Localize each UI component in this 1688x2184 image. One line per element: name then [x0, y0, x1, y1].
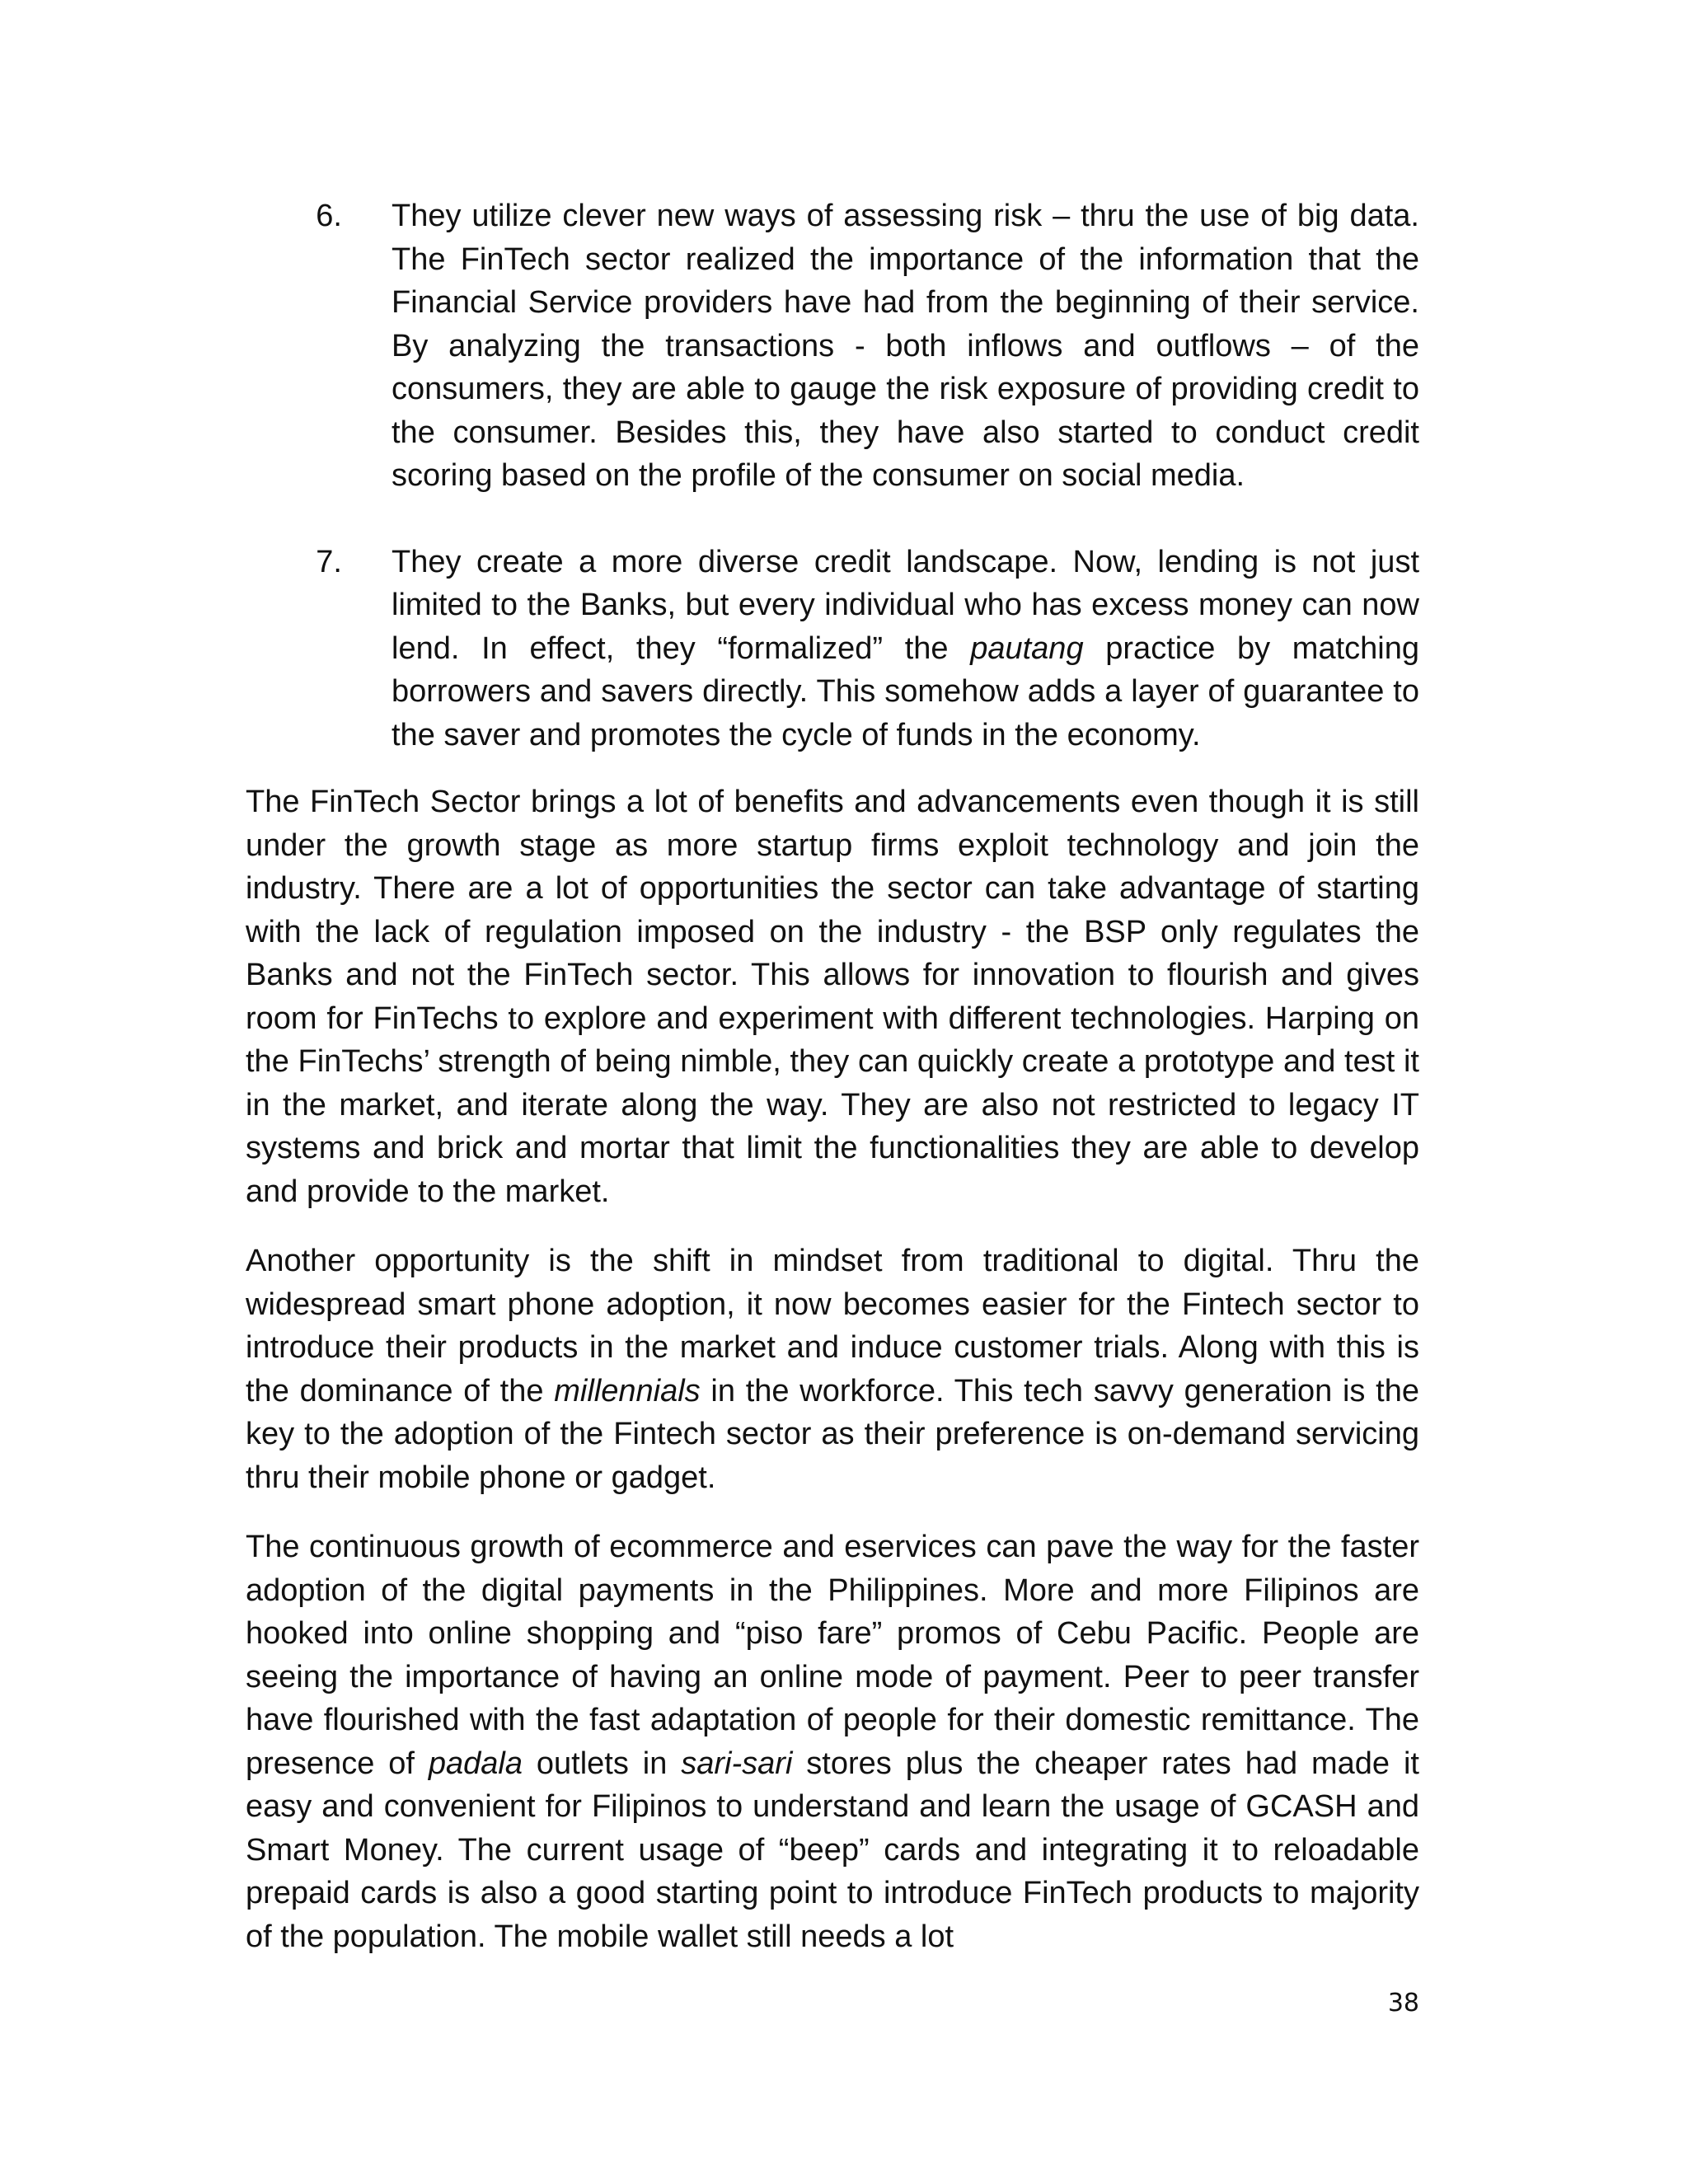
list-number: 7.: [316, 544, 342, 579]
text-run: in the workforce. This tech savvy generation is the key to the adoption of the Fintech sector as their preference is on-demand servicing thru their mobile phone or gadget.: [246, 1373, 1419, 1495]
text-run: Another opportunity is the shift in mindset from traditional to digital. Thru the widespread smart phone adoption, it now becomes easier for the Fintech sector to introduce their products in the market and induce customer trials. Along with this is the dominance of the: [246, 1244, 1419, 1408]
paragraph-digital-mindset: [246, 1240, 1419, 1499]
page-number: 38: [1387, 1989, 1419, 2018]
text-run: stores plus the cheaper rates had made it easy and convenient for Filipinos to understand and learn the usage of GCASH and Smart Money. The current usage of “beep” cards and integrating it to reloadable prepaid cards is also a good starting point to introduce FinTech products to majority of the population. The mobile wallet still needs a lot: [246, 1746, 1419, 1954]
emphasis-millennials: millennials: [554, 1373, 701, 1408]
paragraph-digital-payments: [246, 1526, 1419, 1958]
body-text: [246, 194, 1419, 1985]
text-run: They create a more diverse credit landscape. Now, lending is not just limited to the Banks, but every individual who has excess money can now lend. In effect, they “formalized” the: [392, 544, 1419, 666]
text-run: The continuous growth of ecommerce and eservices can pave the way for the faster adoption of the digital payments in the Philippines. More and more Filipinos are hooked into online shopping and “piso fare” promos of Cebu Pacific. People are seeing the importance of having an online mode of payment. Peer to peer transfer have flourished with the fast adaptation of people for their domestic remittance. The presence of: [246, 1530, 1419, 1781]
list-item-text: They utilize clever new ways of assessing risk – thru the use of big data. The FinTech sector realized the importance of the information that the Financial Service providers have had from the beginning of their service. By analyzing the transactions - both inflows and outflows – of the consumers, they are able to gauge the risk exposure of providing credit to the consumer. Besides this, they have also started to conduct credit scoring based on the profile of the consumer on social media.: [392, 199, 1419, 493]
paragraph-fintech-opportunities: The FinTech Sector brings a lot of benefits and advancements even though it is still under the growth stage as more startup firms exploit technology and join the industry. There are a lot of opportunities the sector can take advantage of starting with the lack of regulation imposed on the industry - the BSP only regulates the Banks and not the FinTech sector. This allows for innovation to flourish and gives room for FinTechs to explore and experiment with different technologies. Harping on the FinTechs’ strength of being nimble, they can quickly create a prototype and test it in the market, and iterate along the way. They are also not restricted to legacy IT systems and brick and mortar that limit the functionalities they are able to develop and provide to the market.: [246, 785, 1419, 1209]
text-run: outlets in: [522, 1746, 682, 1781]
emphasis-sari-sari: sari-sari: [681, 1746, 793, 1781]
text-run: practice by matching borrowers and savers directly. This somehow adds a layer of guarantee to the saver and promotes the cycle of funds in the economy.: [392, 630, 1419, 752]
emphasis-pautang: pautang: [970, 630, 1084, 666]
emphasis-padala: padala: [428, 1746, 523, 1781]
list-item-7: [294, 541, 1419, 757]
list-item-6: [294, 194, 1419, 498]
list-item-text: [392, 541, 1419, 757]
list-number: 6.: [316, 199, 342, 233]
